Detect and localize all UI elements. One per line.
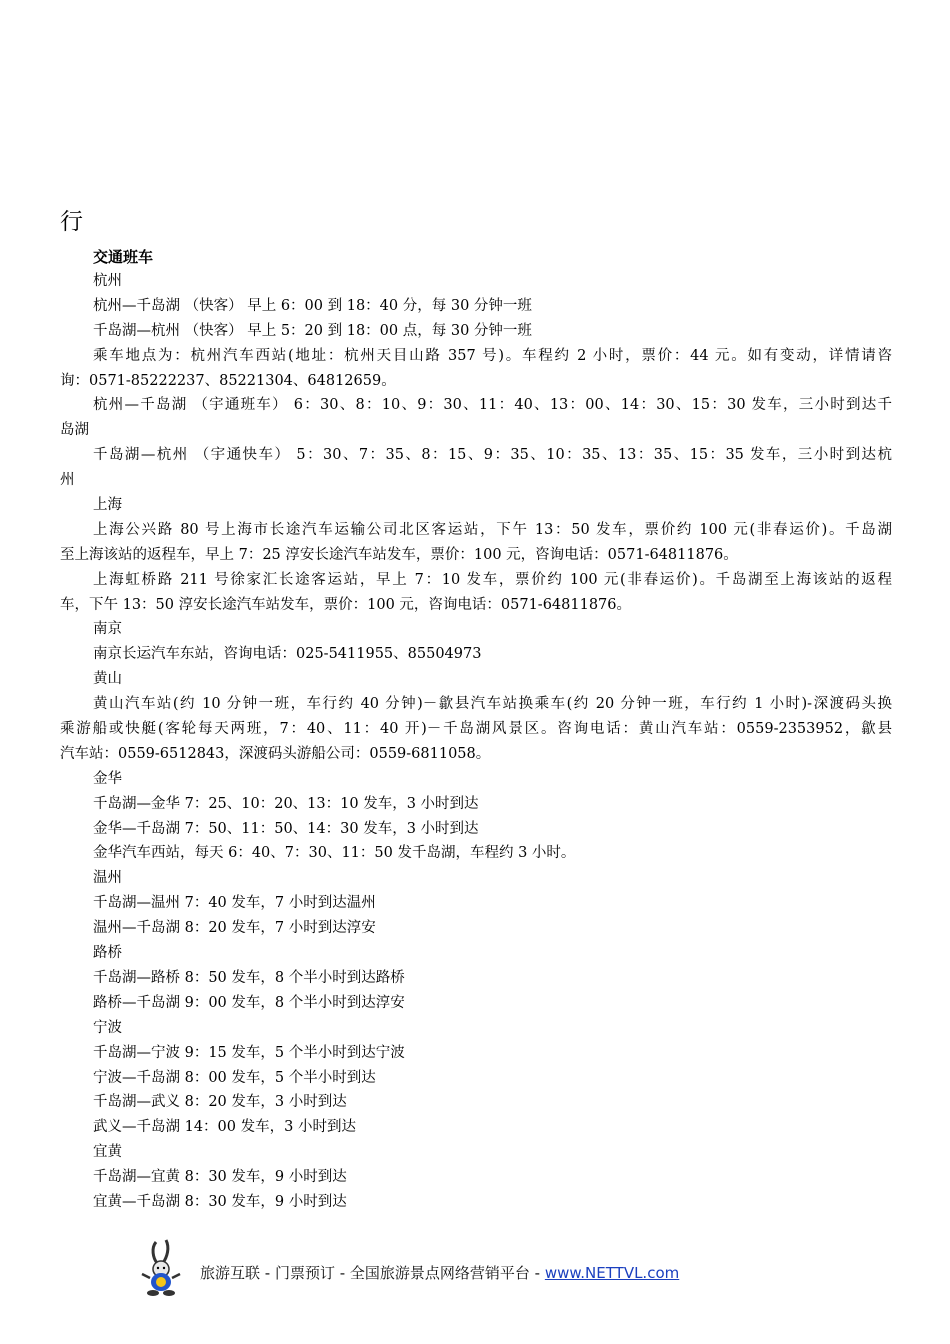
website-link[interactable]: www.NETTVL.com	[544, 1263, 680, 1282]
region-hangzhou: 杭州	[93, 273, 122, 289]
text-line: 上海公兴路 80 号上海市长途汽车运输公司北区客运站，下午 13：50 发车，票价约 100 元(非春运价)。千岛湖	[93, 521, 892, 538]
region-huangshan: 黄山	[93, 671, 122, 688]
rabbit-mascot-icon	[136, 1238, 190, 1298]
text-line: 千岛湖—杭州 （宇通快车） 5：30、7：35、8：15、9：35、10：35、13：35、15：35 发车，三小时到达杭	[93, 447, 892, 464]
text-line: 车，下午 13：50 淳安长途汽车站发车，票价：100 元，咨询电话：0571-64811876。	[60, 596, 632, 613]
section-title: 行	[60, 209, 83, 235]
region-ningbo: 宁波	[93, 1019, 122, 1036]
text-line: 千岛湖—杭州 （快客） 早上 5：20 到 18：00 点，每 30 分钟一班	[93, 322, 532, 339]
text-line: 千岛湖—宜黄 8：30 发车，9 小时到达	[93, 1169, 347, 1186]
text-line: 千岛湖—温州 7：40 发车，7 小时到达温州	[93, 895, 376, 912]
text-line: 杭州—千岛湖 （快客） 早上 6：00 到 18：40 分，每 30 分钟一班	[93, 297, 532, 314]
region-jinhua: 金华	[93, 770, 122, 787]
text-line: 金华—千岛湖 7：50、11：50、14：30 发车，3 小时到达	[93, 820, 479, 837]
text-line: 南京长运汽车东站，咨询电话：025-5411955、85504973	[93, 646, 482, 663]
text-line: 至上海该站的返程车，早上 7：25 淳安长途汽车站发车，票价：100 元，咨询电话：0571-64811876。	[60, 546, 738, 563]
heading-bus-service: 交通班车	[93, 248, 154, 266]
footer	[136, 1238, 679, 1298]
region-yihuang: 宜黄	[93, 1144, 122, 1161]
text-line: 千岛湖—路桥 8：50 发车，8 个半小时到达路桥	[93, 969, 405, 986]
text-line: 宁波—千岛湖 8：00 发车，5 个半小时到达	[93, 1069, 376, 1086]
text-line: 宜黄—千岛湖 8：30 发车，9 小时到达	[93, 1193, 347, 1210]
text-line: 温州—千岛湖 8：20 发车，7 小时到达淳安	[93, 920, 376, 937]
text-line: 上海虹桥路 211 号徐家汇长途客运站，早上 7：10 发车，票价约 100 元(非春运价)。千岛湖至上海该站的返程	[93, 571, 892, 588]
text-line: 路桥—千岛湖 9：00 发车，8 个半小时到达淳安	[93, 994, 405, 1011]
text-line: 乘游船或快艇(客轮每天两班，7：40、11：40 开)－千岛湖风景区。咨询电话：黄山汽车站：0559-2353952，歙县	[60, 721, 892, 738]
transport-content	[60, 269, 892, 1215]
text-line: 乘车地点为：杭州汽车西站(地址：杭州天目山路 357 号)。车程约 2 小时，票价：44 元。如有变动，详情请咨	[93, 347, 892, 364]
text-line: 询：0571-85222237、85221304、64812659。	[60, 372, 396, 389]
text-line: 黄山汽车站(约 10 分钟一班，车行约 40 分钟)－歙县汽车站换乘车(约 20 分钟一班，车行约 1 小时)-深渡码头换	[93, 696, 892, 713]
region-wenzhou: 温州	[93, 870, 122, 887]
text-line: 千岛湖—宁波 9：15 发车，5 个半小时到达宁波	[93, 1044, 405, 1061]
text-line: 武义—千岛湖 14：00 发车，3 小时到达	[93, 1119, 356, 1136]
text-line: 金华汽车西站，每天 6：40、7：30、11：50 发千岛湖，车程约 3 小时。	[93, 845, 576, 862]
text-line: 千岛湖—金华 7：25、10：20、13：10 发车，3 小时到达	[93, 795, 479, 812]
text-line: 杭州—千岛湖 （宇通班车） 6：30、8：10、9：30、11：40、13：00、14：30、15：30 发车，三小时到达千	[93, 397, 892, 414]
region-luqiao: 路桥	[93, 945, 122, 962]
text-line: 州	[60, 472, 75, 489]
region-nanjing: 南京	[93, 621, 122, 638]
text-line: 岛湖	[60, 422, 89, 439]
footer-text: 旅游互联 - 门票预订 - 全国旅游景点网络营销平台 -	[200, 1263, 545, 1282]
text-line: 千岛湖—武义 8：20 发车，3 小时到达	[93, 1094, 347, 1111]
footer-tagline	[200, 1262, 679, 1283]
text-line: 汽车站：0559-6512843，深渡码头游船公司：0559-6811058。	[60, 745, 491, 762]
region-shanghai: 上海	[93, 497, 122, 514]
